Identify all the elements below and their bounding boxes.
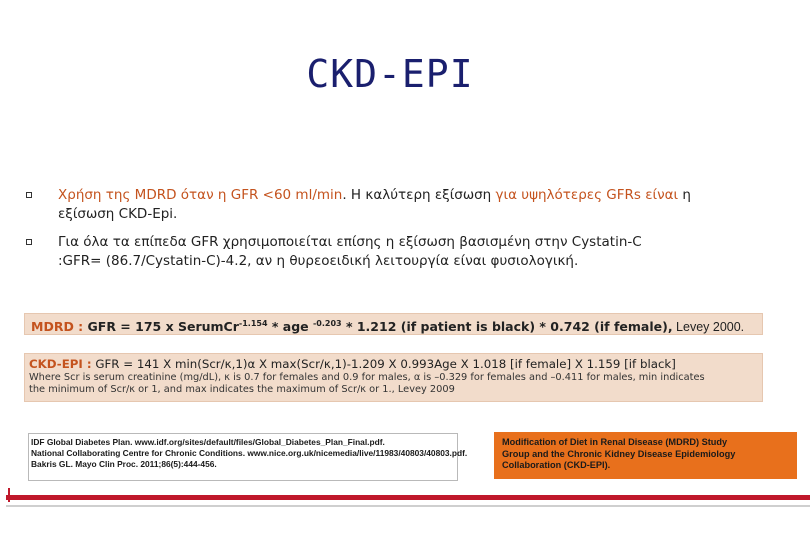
caption-line: Group and the Chronic Kidney Disease Epidemiology bbox=[502, 448, 736, 459]
reference-line: National Collaborating Centre for Chronic Conditions. www.nice.org.uk/nicemedia/live/11983/40803/40803.pdf. bbox=[31, 448, 468, 458]
square-bullet-icon bbox=[26, 192, 32, 198]
bullet-item bbox=[26, 233, 776, 271]
ckd-epi-note: the minimum of Scr/κ or 1, and max indicates the maximum of Scr/κ or 1., Levey 2009 bbox=[29, 384, 455, 395]
bullet-text-highlight: Χρήση της MDRD όταν η GFR <60 ml/min bbox=[58, 187, 343, 203]
caption-line: Modification of Diet in Renal Disease (MDRD) Study bbox=[502, 437, 728, 447]
references-box bbox=[28, 433, 468, 481]
mdrd-label: MDRD : bbox=[31, 319, 84, 334]
bullet-line: εξίσωση CKD-Epi. bbox=[58, 206, 178, 222]
bullet-item bbox=[26, 186, 776, 224]
bullet-line bbox=[58, 186, 776, 205]
ckd-epi-label: CKD-EPI : bbox=[29, 357, 92, 371]
mdrd-exponent: -0.203 bbox=[312, 319, 342, 328]
bullet-text: . Η καλύτερη εξίσωση bbox=[342, 187, 496, 203]
caption-line: Collaboration (CKD-EPI). bbox=[502, 460, 611, 471]
mdrd-formula: GFR = 175 x SerumCr bbox=[83, 319, 239, 334]
footer-grey-rule bbox=[6, 505, 810, 507]
bullet-list bbox=[26, 186, 776, 280]
mdrd-reference: Levey 2000. bbox=[672, 320, 745, 334]
mdrd-exponent: -1.154 bbox=[238, 319, 268, 328]
caption-box bbox=[494, 432, 797, 479]
reference-line: IDF Global Diabetes Plan. www.idf.org/sites/default/files/Global_Diabetes_Plan_Final.pdf. bbox=[31, 437, 385, 447]
bullet-line: Για όλα τα επίπεδα GFR χρησιμοποιείται επίσης η εξίσωση βασισμένη στην Cystatin-C bbox=[58, 234, 642, 250]
ckd-epi-formula-line bbox=[29, 357, 762, 372]
bullet-text: η bbox=[678, 187, 691, 203]
footer-red-rule bbox=[6, 495, 810, 500]
ckd-epi-formula: GFR = 141 X min(Scr/κ,1)α X max(Scr/κ,1)-1.209 X 0.993Age X 1.018 [if female] X 1.159 [if black] bbox=[91, 357, 676, 371]
ckd-epi-note: Where Scr is serum creatinine (mg/dL), κ is 0.7 for females and 0.9 for males, α is –0.329 for females and –0.411 for males, min indicates bbox=[29, 372, 705, 383]
bullet-line: :GFR= (86.7/Cystatin-C)-4.2, αν η θυρεοειδική λειτουργία είναι φυσιολογική. bbox=[58, 253, 579, 269]
reference-line: Bakris GL. Mayo Clin Proc. 2011;86(5):444-456. bbox=[31, 459, 217, 469]
square-bullet-icon bbox=[26, 239, 32, 245]
ckd-epi-formula-box bbox=[24, 353, 763, 402]
slide-title: CKD-EPI bbox=[306, 52, 474, 96]
bullet-text-highlight: για υψηλότερες GFRs είναι bbox=[495, 187, 679, 203]
mdrd-formula-box bbox=[24, 313, 763, 335]
mdrd-formula: * 1.212 (if patient is black) * 0.742 (if female), bbox=[341, 319, 673, 334]
mdrd-formula: * age bbox=[267, 319, 313, 334]
